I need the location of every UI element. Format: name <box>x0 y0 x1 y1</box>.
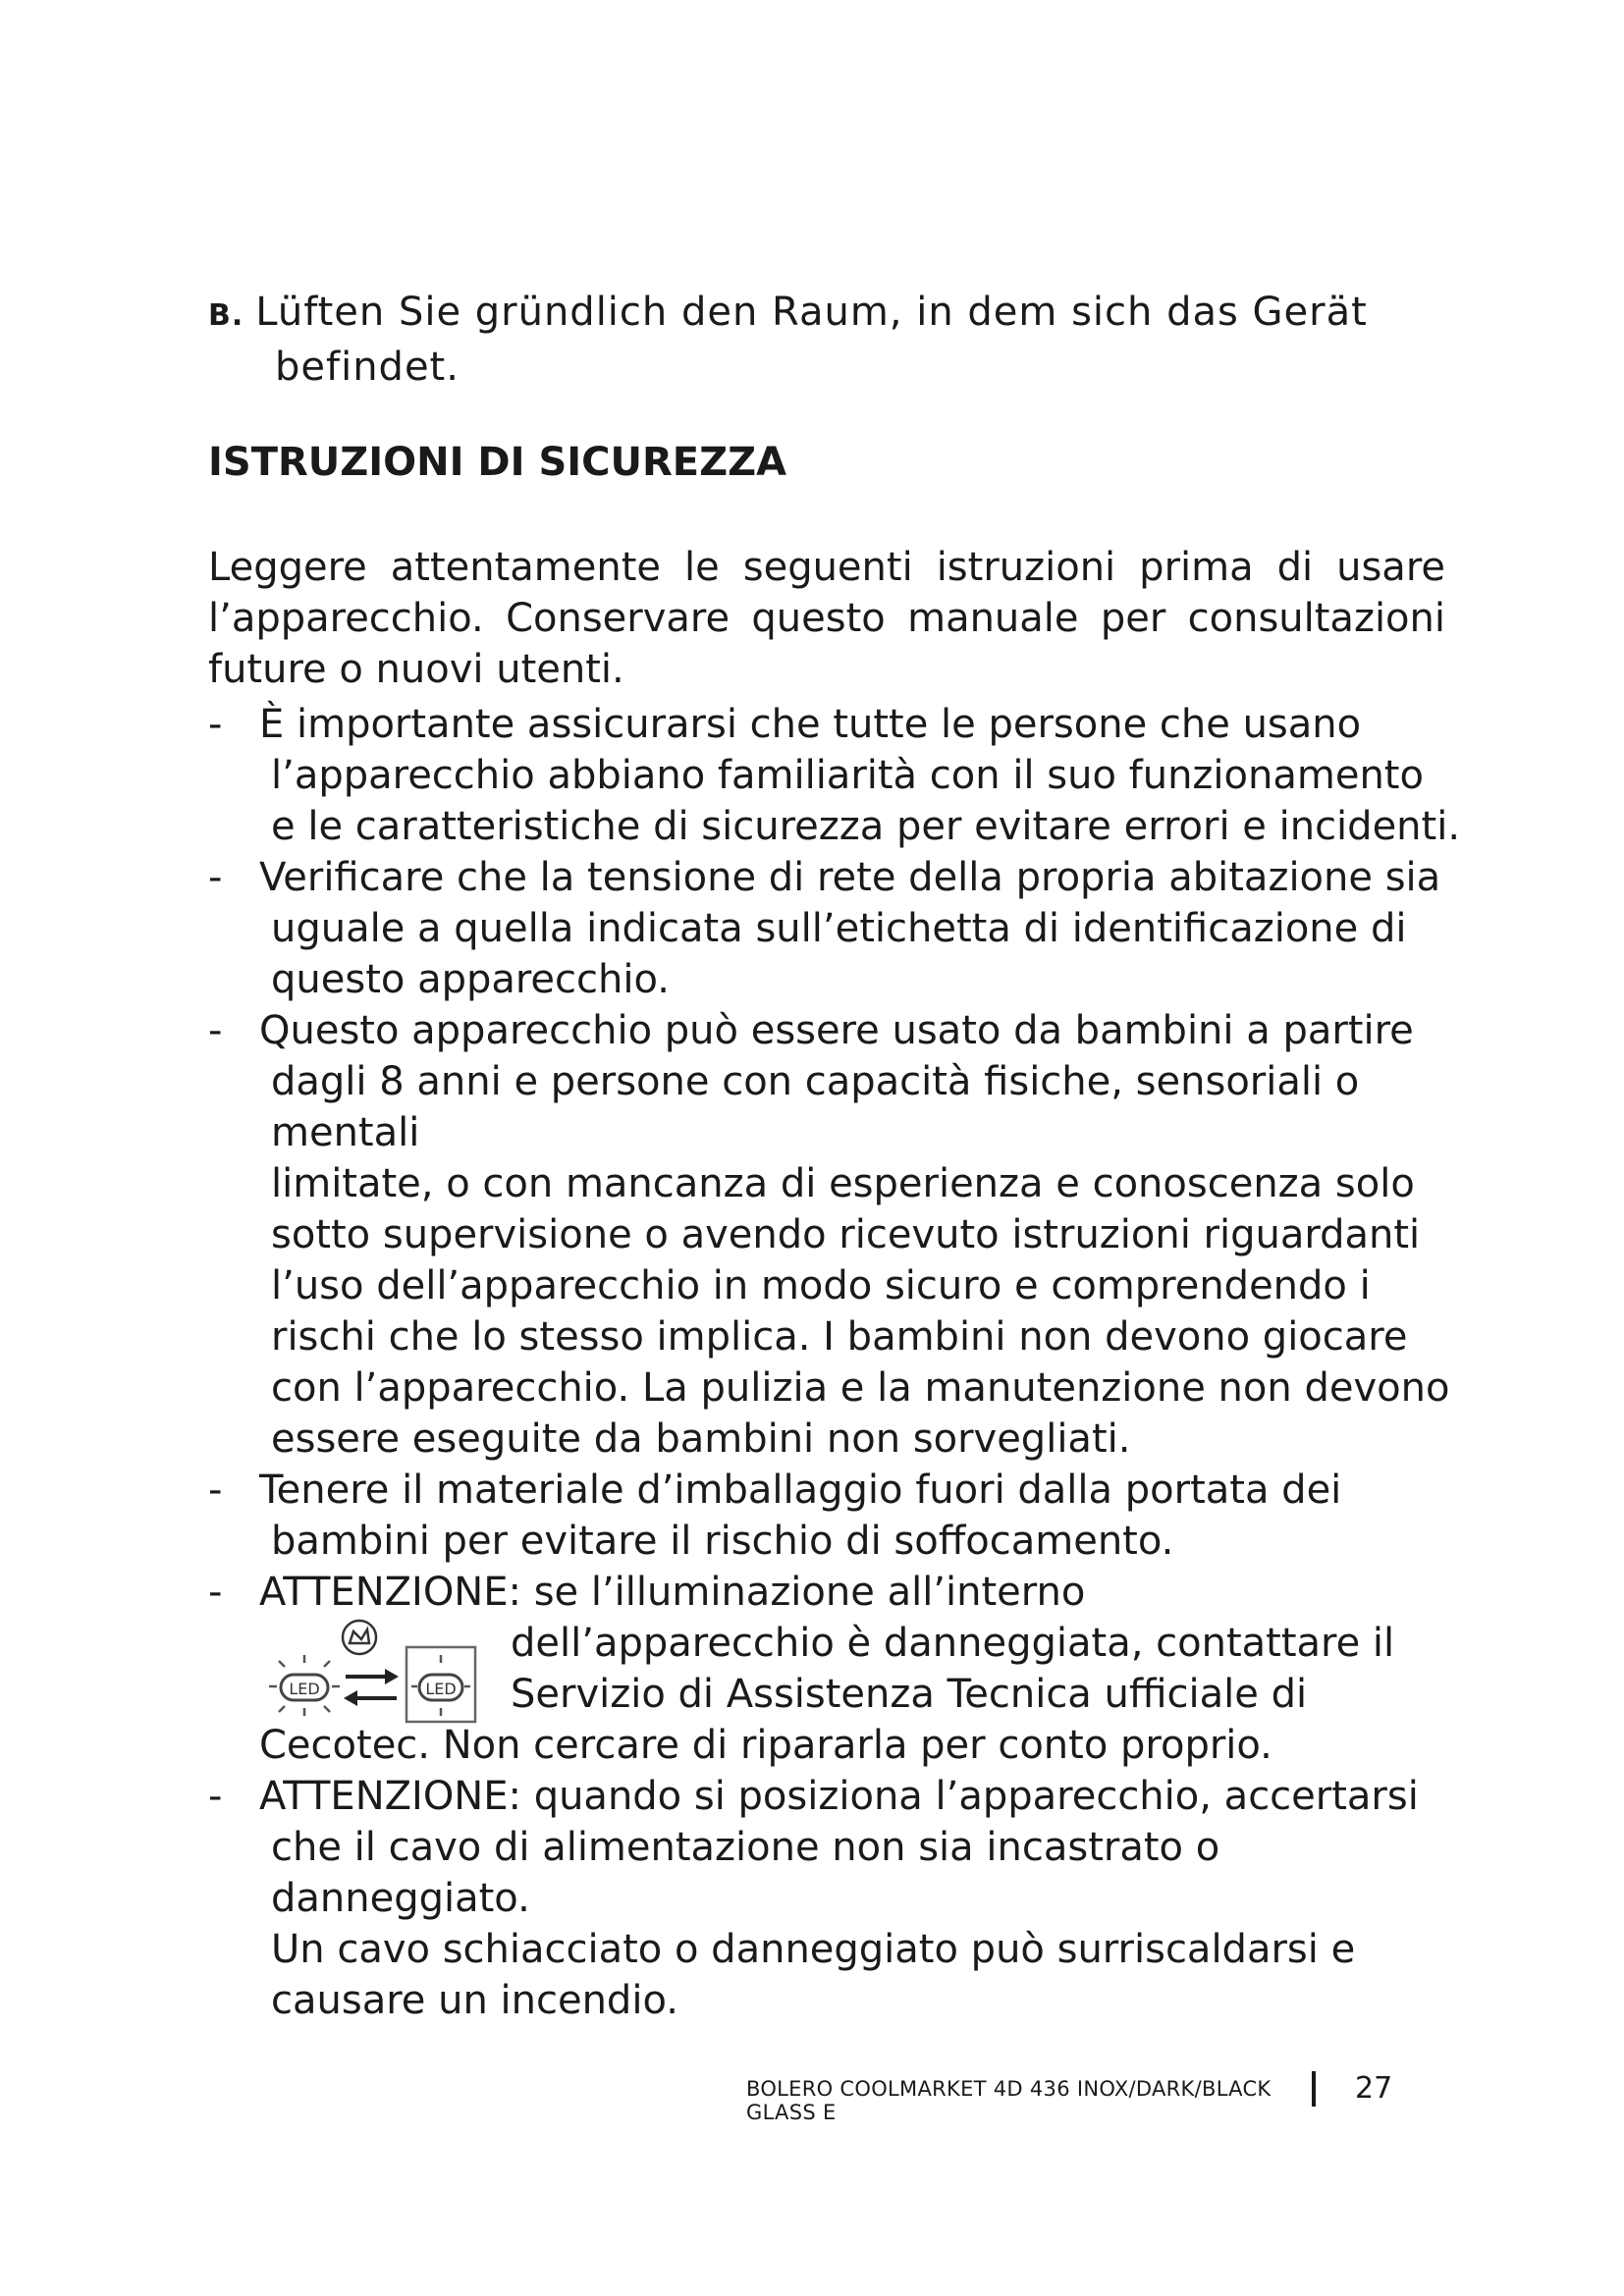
bullet-line: causare un incendio. <box>271 1978 678 2023</box>
page-footer <box>746 2071 1434 2124</box>
led-side-text <box>511 1618 1434 1720</box>
bullet-line: Tenere il materiale d’imballaggio fuori dalla portata dei <box>259 1468 1342 1513</box>
led-label-left: LED <box>289 1680 320 1698</box>
step-b <box>208 287 1406 393</box>
bullet-line: rischi che lo stesso implica. I bambini non devono giocare <box>271 1314 1408 1360</box>
safety-list <box>208 699 1485 2026</box>
bullet-line: Questo apparecchio può essere usato da bambini a partire <box>259 1008 1414 1053</box>
list-item <box>208 699 1485 852</box>
bullet-line: bambini per evitare il rischio di soffocamento. <box>271 1519 1174 1564</box>
list-item <box>208 1005 1485 1465</box>
bullet-dash: - <box>208 702 223 747</box>
footer-model-name: BOLERO COOLMARKET 4D 436 INOX/DARK/BLACK GLASS E <box>746 2077 1272 2124</box>
step-line-2: befindet. <box>275 345 460 390</box>
bullet-line: che il cavo di alimentazione non sia incastrato o danneggiato. <box>271 1825 1220 1921</box>
bullet-line: l’uso dell’apparecchio in modo sicuro e comprendendo i <box>271 1263 1371 1308</box>
bullet-line: ATTENZIONE: quando si posiziona l’apparecchio, accertarsi <box>259 1774 1419 1819</box>
bullet-line: limitate, o con mancanza di esperienza e conoscenza solo <box>271 1161 1415 1206</box>
list-item <box>208 1465 1485 1567</box>
step-line-1: Lüften Sie gründlich den Raum, in dem sich das Gerät <box>255 290 1368 335</box>
bullet-line: dell’apparecchio è danneggiata, contattare il <box>511 1621 1395 1666</box>
bullet-line: sotto supervisione o avendo ricevuto istruzioni riguardanti <box>271 1212 1421 1257</box>
bullet-line: con l’apparecchio. La pulizia e la manutenzione non devono <box>271 1365 1450 1411</box>
bullet-dash: - <box>208 1570 223 1615</box>
bullet-dash: - <box>208 1008 223 1053</box>
list-item-cable-warning <box>208 1771 1485 2026</box>
intro-paragraph: Leggere attentamente le seguenti istruzioni prima di usare l’apparecchio. Conservare questo manuale per consultazioni future o nuovi utenti. <box>208 545 1445 692</box>
bullet-line: uguale a quella indicata sull’etichetta di identificazione di <box>271 906 1407 951</box>
bullet-dash: - <box>208 855 223 900</box>
bullet-line: questo apparecchio. <box>271 957 670 1002</box>
led-row <box>208 1618 1485 1720</box>
bullet-line: Cecotec. Non cercare di ripararla per conto proprio. <box>259 1723 1272 1768</box>
hand-tool-icon <box>343 1621 376 1654</box>
bullet-line: e le caratteristiche di sicurezza per evitare errori e incidenti. <box>271 804 1461 849</box>
bullet-line: È importante assicurarsi che tutte le persone che usano <box>259 702 1362 747</box>
bullet-dash: - <box>208 1468 223 1513</box>
footer-divider <box>1312 2071 1316 2107</box>
section-title: ISTRUZIONI DI SICUREZZA <box>208 440 787 485</box>
bullet-line: essere eseguite da bambini non sorvegliati. <box>271 1416 1131 1462</box>
bullet-line: ATTENZIONE: se l’illuminazione all’interno <box>259 1570 1086 1615</box>
bullet-line: Verificare che la tensione di rete della propria abitazione sia <box>259 855 1441 900</box>
led-label-right: LED <box>425 1680 457 1698</box>
bullet-line: Servizio di Assistenza Tecnica ufficiale di <box>511 1672 1308 1717</box>
swap-arrows-icon <box>344 1669 399 1706</box>
list-item <box>208 852 1485 1005</box>
bullet-line: l’apparecchio abbiano familiarità con il suo funzionamento <box>271 753 1424 798</box>
page-number: 27 <box>1355 2071 1393 2106</box>
led-row-wrapper <box>208 1618 1485 1771</box>
list-item-led-warning <box>208 1567 1485 1618</box>
bullet-dash: - <box>208 1774 223 1819</box>
bullet-line: Un cavo schiacciato o danneggiato può surriscaldarsi e <box>271 1927 1356 1972</box>
led-replacement-icon <box>259 1618 477 1726</box>
step-letter: B. <box>208 298 244 333</box>
bullet-line: dagli 8 anni e persone con capacità fisiche, sensoriali o mentali <box>271 1059 1360 1155</box>
